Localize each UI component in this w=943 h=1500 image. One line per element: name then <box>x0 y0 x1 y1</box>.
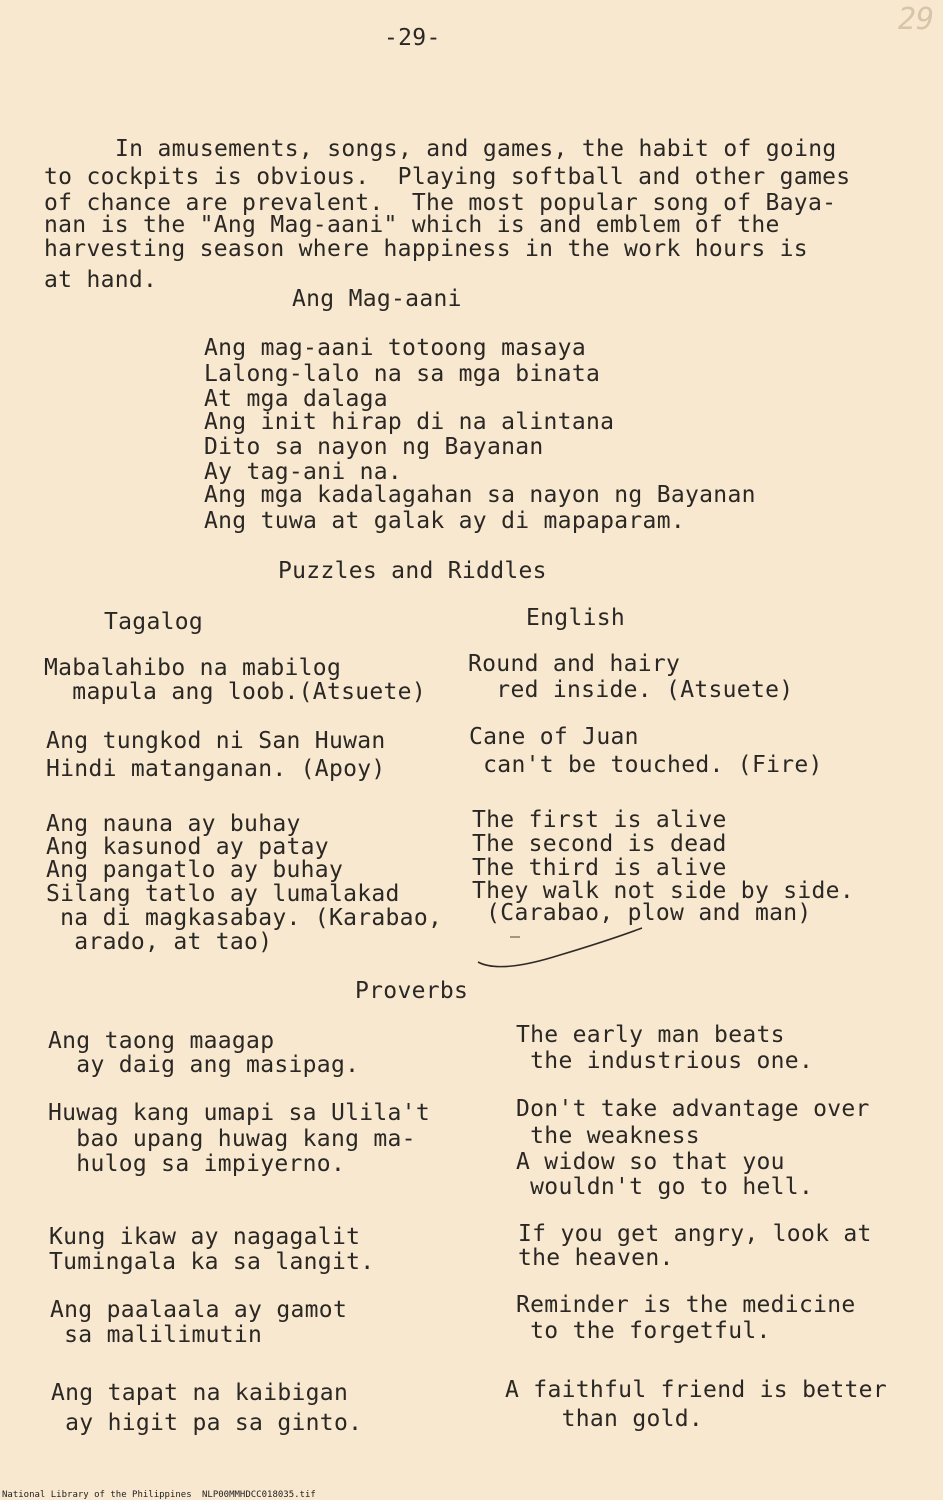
proverb-english-line: A widow so that you <box>516 1149 785 1175</box>
intro-line: to cockpits is obvious. Playing softball and other games <box>44 164 851 190</box>
proverb-tagalog-line: Kung ikaw ay nagagalit <box>49 1224 361 1250</box>
riddle-english-line: The third is alive <box>472 855 727 881</box>
proverb-tagalog-line: ay higit pa sa ginto. <box>51 1410 363 1436</box>
song-line: Lalong-lalo na sa mga binata <box>204 361 601 387</box>
proverb-tagalog-line: Ang taong maagap <box>48 1028 275 1054</box>
intro-line: harvesting season where happiness in the work hours is <box>44 236 808 262</box>
song-line: Ay tag-ani na. <box>204 459 403 485</box>
proverb-english-line: A faithful friend is better <box>505 1377 887 1403</box>
riddle-english-line: Cane of Juan <box>469 724 639 750</box>
proverb-english-line: the weakness <box>516 1123 700 1149</box>
footer-filename: NLP00MMHDCC018035.tif <box>202 1490 316 1500</box>
proverb-tagalog-line: sa malilimutin <box>50 1322 263 1348</box>
proverb-tagalog-line: ay daig ang masipag. <box>48 1052 360 1078</box>
song-line: Ang mga kadalagahan sa nayon ng Bayanan <box>204 482 756 508</box>
column-header-english: English <box>526 605 626 631</box>
song-line: Ang tuwa at galak ay di mapaparam. <box>204 508 686 534</box>
intro-line: nan is the "Ang Mag-aani" which is and emblem of the <box>44 212 780 238</box>
riddle-english-line: The first is alive <box>472 807 727 833</box>
riddle-english-line: can't be touched. (Fire) <box>469 752 823 778</box>
song-line: At mga dalaga <box>204 386 388 412</box>
riddle-tagalog-line: Ang nauna ay buhay <box>46 811 301 837</box>
proverb-english-line: The early man beats <box>516 1022 785 1048</box>
column-header-tagalog: Tagalog <box>104 609 204 635</box>
riddle-tagalog-line: Mabalahibo na mabilog <box>44 655 342 681</box>
proverb-tagalog-line: Tumingala ka sa langit. <box>49 1249 375 1275</box>
page-number: -29- <box>384 25 441 51</box>
riddle-tagalog-line: Ang kasunod ay patay <box>46 834 329 860</box>
riddle-tagalog-line: Hindi matanganan. (Apoy) <box>46 756 386 782</box>
proverb-tagalog-line: hulog sa impiyerno. <box>48 1151 346 1177</box>
pencil-page-number: 29 <box>898 2 935 37</box>
proverb-english-line: to the forgetful. <box>516 1318 771 1344</box>
proverbs-heading: Proverbs <box>355 978 469 1004</box>
song-line: Ang mag-aani totoong masaya <box>204 335 586 361</box>
song-title: Ang Mag-aani <box>292 286 462 312</box>
proverb-english-line: Reminder is the medicine <box>516 1292 856 1318</box>
riddle-english-line: (Carabao, plow and man) <box>472 900 812 926</box>
proverb-tagalog-line: bao upang huwag kang ma- <box>48 1126 416 1152</box>
riddle-english-line: red inside. (Atsuete) <box>468 677 794 703</box>
proverb-tagalog-line: Huwag kang umapi sa Ulila't <box>48 1100 430 1126</box>
proverb-tagalog-line: Ang paalaala ay gamot <box>50 1297 348 1323</box>
song-line: Ang init hirap di na alintana <box>204 409 615 435</box>
proverb-english-line: the industrious one. <box>516 1048 814 1074</box>
intro-line: at hand. <box>44 267 158 293</box>
intro-line: of chance are prevalent. The most popular song of Baya- <box>44 190 837 216</box>
proverb-english-line: than gold. <box>505 1406 704 1432</box>
footer-library: National Library of the Philippines <box>2 1490 192 1500</box>
proverb-english-line: the heaven. <box>518 1245 674 1271</box>
riddle-english-line: They walk not side by side. <box>472 878 854 904</box>
riddle-english-line: The second is dead <box>472 831 727 857</box>
riddle-tagalog-line: arado, at tao) <box>46 929 273 955</box>
riddle-tagalog-line: Silang tatlo ay lumalakad <box>46 881 400 907</box>
riddle-tagalog-line: mapula ang loob.(Atsuete) <box>44 679 426 705</box>
riddle-tagalog-line: na di magkasabay. (Karabao, <box>46 905 443 931</box>
proverb-english-line: If you get angry, look at <box>518 1221 872 1247</box>
riddles-heading: Puzzles and Riddles <box>278 558 547 584</box>
proverb-english-line: wouldn't go to hell. <box>516 1174 814 1200</box>
proverb-english-line: Don't take advantage over <box>516 1096 870 1122</box>
riddle-tagalog-line: Ang pangatlo ay buhay <box>46 857 344 883</box>
proverb-tagalog-line: Ang tapat na kaibigan <box>51 1380 349 1406</box>
riddle-tagalog-line: Ang tungkod ni San Huwan <box>46 728 386 754</box>
riddle-english-line: Round and hairy <box>468 651 681 677</box>
intro-line: In amusements, songs, and games, the habit of going <box>115 136 837 162</box>
song-line: Dito sa nayon ng Bayanan <box>204 434 544 460</box>
